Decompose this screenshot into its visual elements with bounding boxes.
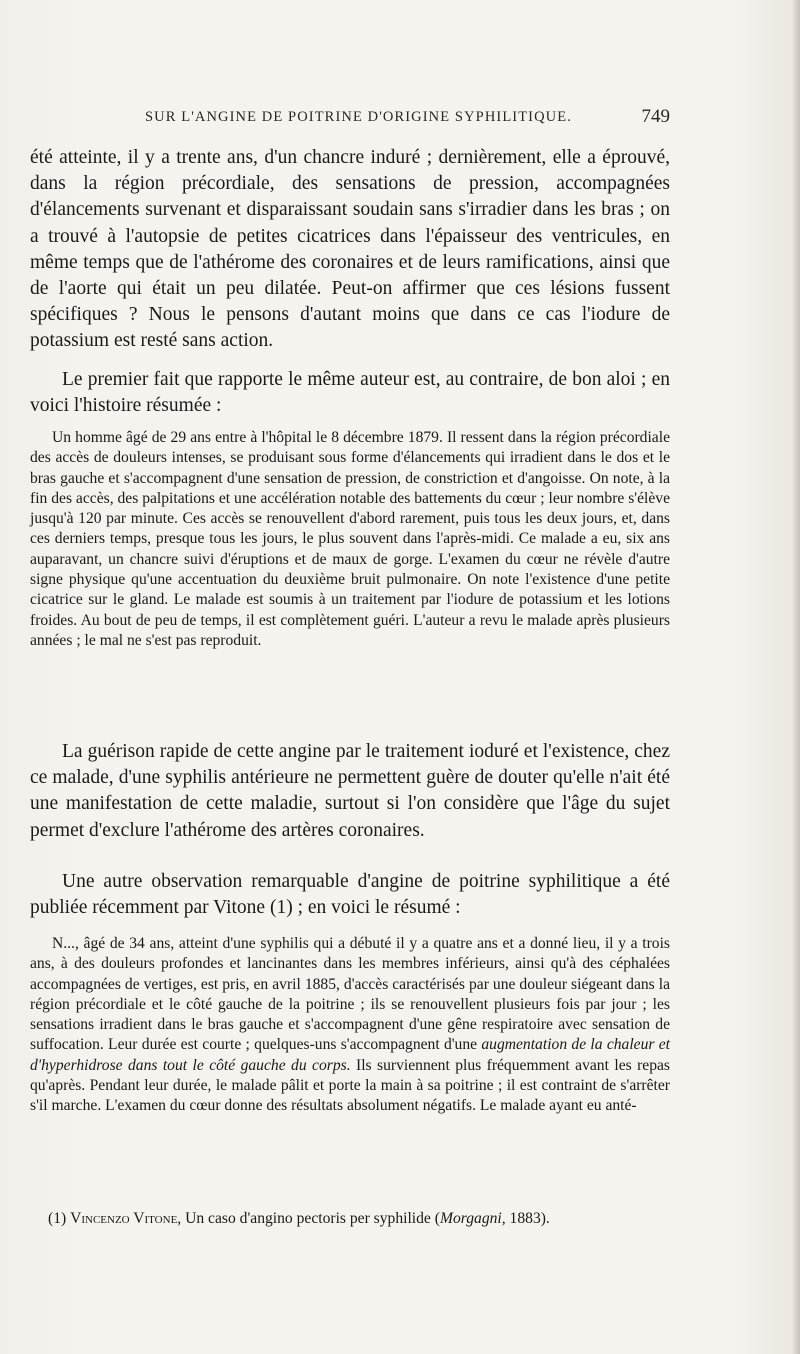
paragraph-continuation [30,145,670,355]
footnote-author: Vincenzo Vitone, [70,1210,182,1227]
body-paragraph: La guérison rapide de cette angine par le traitement ioduré et l'existence, chez ce malade, d'une syphilis antérieure ne permettent guère de douter qu'elle n'ait été une manifestation de cette maladie, surtout si l'on considère que l'âge du sujet permet d'exclure l'athérome des artères coronaires. [30,741,670,841]
footnote-year: 1883). [505,1210,550,1227]
running-title: SUR L'ANGINE DE POITRINE D'ORIGINE SYPHILITIQUE. [145,109,572,125]
body-paragraph: été atteinte, il y a trente ans, d'un chancre induré ; dernièrement, elle a éprouvé, dans la région précordiale, des sensations de pression, accompagnées d'élancements survenant et disparaissant soudain sans s'irradier dans les bras ; on a trouvé à l'autopsie de petites cicatrices dans l'épaisseur des ventricules, en même temps que de l'athérome des coronaires et de leurs ramifications, ainsi que de l'aorte qui était un peu dilatée. Peut-on affirmer que ces lésions fussent spécifiques ? Nous le pensons d'autant moins que dans ce cas l'iodure de potassium est resté sans action. [30,147,670,352]
page-header [30,103,670,129]
case-report-text: Un homme âgé de 29 ans entre à l'hôpital le 8 décembre 1879. Il ressent dans la région précordiale des accès de douleurs intenses, se produisant sous forme d'élancements qui irradient dans le dos et le bras gauche et s'accompagnent d'une sensation de pression, de constriction et d'angoisse. On note, à la fin des accès, des palpitations et une accélération notable des battements du cœur ; leur nombre s'élève jusqu'à 120 par minute. Ces accès se renouvellent d'abord rarement, puis tous les deux jours, et, dans ces derniers temps, presque tous les jours, le plus souvent dans l'après-midi. Ce malade a eu, six ans auparavant, un chancre suivi d'éruptions et de maux de gorge. L'examen du cœur ne révèle d'autre signe physique qu'une accentuation du deuxième bruit pulmonaire. On note l'existence d'une petite cicatrice sur le gland. Le malade est soumis à un traitement par l'iodure de potassium et les lotions froides. Au bout de peu de temps, il est complètement guéri. L'auteur a revu le malade après plusieurs années ; le mal ne s'est pas reproduit. [30,429,670,649]
paragraph-intro-case-2 [30,869,670,921]
case-text-italic: augmentation de la chaleur et d'hyperhidrose dans tout le côté gauche du corps. [30,1036,670,1074]
case-report-text [30,934,670,1117]
case-text-part: N..., âgé de 34 ans, atteint d'une syphilis qui a débuté il y a quatre ans et a donné lieu, il y a trois ans, à des douleurs profondes et lancinantes dans les membres inférieurs, ainsi qu'à des céphalées accompagnées de vertiges, est pris, en avril 1885, d'accès caractérisés par une douleur siégeant dans la région précordiale et le côté gauche de la poitrine ; ils se renouvellent plusieurs fois par jour ; les sensations irradient dans le bras gauche et s'accompagnent d'une gêne respiratoire avec sensation de suffocation. Leur durée est courte ; quelques-uns s'accompagnent d'une [30,935,670,1054]
page-edge-shadow [792,0,800,1354]
case-report-2 [30,934,670,1117]
case-text-part: Ils surviennent plus fréquemment avant les repas qu'après. Pendant leur durée, le malade pâlit et porte la main à sa poitrine ; il est contraint de s'arrêter s'il marche. L'examen du cœur donne des résultats absolument négatifs. Le malade ayant eu anté- [30,1056,670,1115]
page-number: 749 [641,106,670,127]
paragraph-discussion [30,739,670,844]
paragraph-intro-case-1 [30,367,670,419]
case-report-1 [30,428,670,651]
footnote [30,1209,670,1229]
body-paragraph: Le premier fait que rapporte le même auteur est, au contraire, de bon aloi ; en voici l'histoire résumée : [30,369,670,417]
footnote-text: Un caso d'angino pectoris per syphilide ( [181,1210,440,1227]
footnote-marker: (1) [48,1210,67,1227]
body-paragraph: Une autre observation remarquable d'angine de poitrine syphilitique a été publiée récemment par Vitone (1) ; en voici le résumé : [30,871,670,919]
footnote-journal: Morgagni, [439,1210,506,1227]
